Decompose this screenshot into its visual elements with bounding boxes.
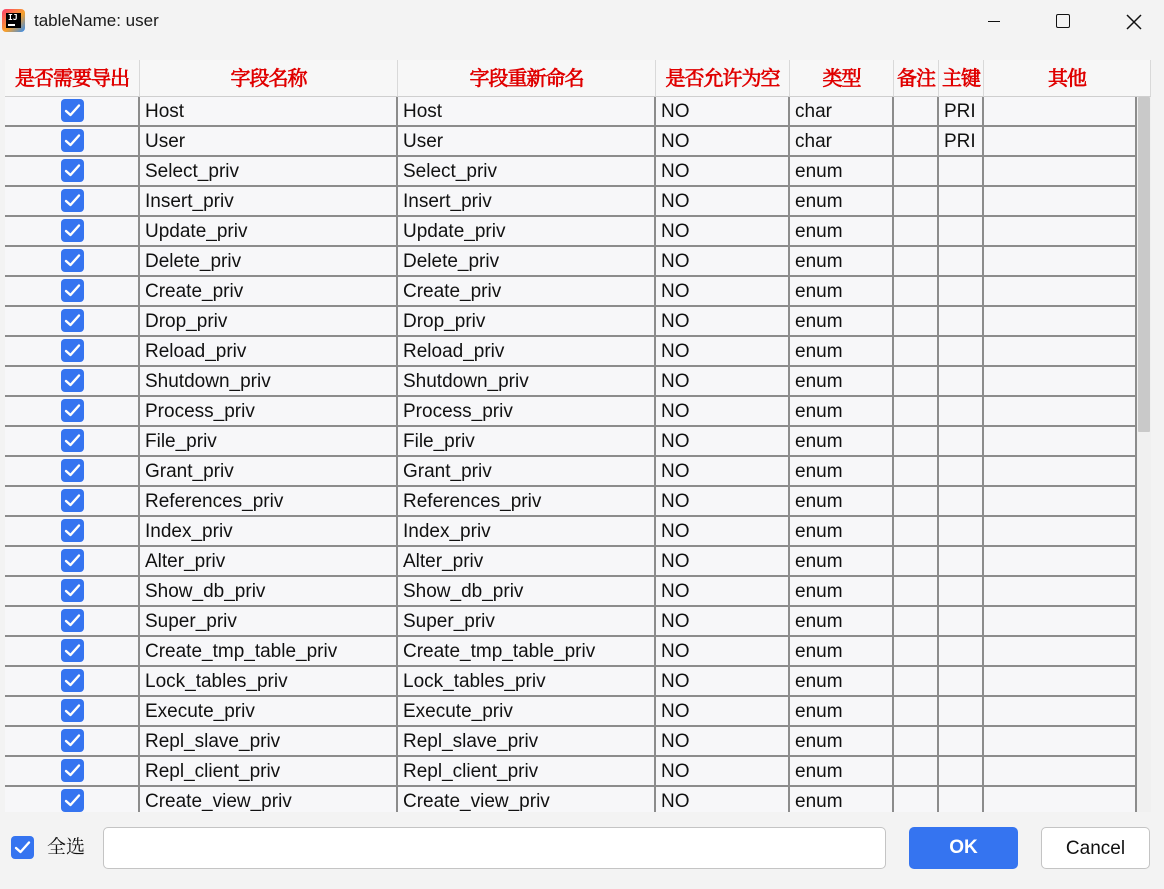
export-cell [5,547,140,575]
comment-cell[interactable] [894,577,939,605]
nullable-cell[interactable]: NO [656,487,790,515]
other-cell[interactable] [984,427,1137,455]
intellij-app-icon: IJ [2,9,25,32]
export-cell [5,637,140,665]
column-header-field-name[interactable]: 字段名称 [140,60,398,97]
other-cell[interactable] [984,97,1137,125]
field-name-cell[interactable]: Index_priv [140,517,398,545]
table-row[interactable] [5,97,1137,127]
table-row[interactable] [5,427,1137,457]
checkmark-icon [64,733,81,748]
rename-cell[interactable]: Delete_priv [398,247,656,275]
rename-cell[interactable]: Lock_tables_priv [398,667,656,695]
field-name-cell[interactable]: Lock_tables_priv [140,667,398,695]
export-checkbox[interactable] [61,129,84,152]
column-header-type[interactable]: 类型 [790,60,894,97]
field-name-cell[interactable]: Delete_priv [140,247,398,275]
type-cell[interactable]: enum [790,517,894,545]
table-row[interactable] [5,757,1137,787]
maximize-icon [1056,14,1070,28]
type-cell[interactable]: enum [790,757,894,785]
type-cell[interactable]: enum [790,337,894,365]
primary-key-cell[interactable]: PRI [939,97,984,125]
nullable-cell[interactable]: NO [656,787,790,812]
comment-cell[interactable] [894,607,939,635]
table-row[interactable] [5,577,1137,607]
maximize-button[interactable] [1040,0,1086,44]
other-cell[interactable] [984,217,1137,245]
export-checkbox[interactable] [61,699,84,722]
export-cell [5,727,140,755]
checkmark-icon [64,223,81,238]
other-cell[interactable] [984,757,1137,785]
other-cell[interactable] [984,277,1137,305]
rename-cell[interactable]: Repl_slave_priv [398,727,656,755]
table-row[interactable] [5,727,1137,757]
field-name-cell[interactable]: Repl_client_priv [140,757,398,785]
nullable-cell[interactable]: NO [656,607,790,635]
primary-key-cell[interactable] [939,637,984,665]
checkmark-icon [14,840,31,855]
export-cell [5,697,140,725]
primary-key-cell[interactable] [939,697,984,725]
primary-key-cell[interactable] [939,157,984,185]
export-cell [5,757,140,785]
rename-cell[interactable]: Create_priv [398,277,656,305]
type-cell[interactable]: enum [790,547,894,575]
nullable-cell[interactable]: NO [656,157,790,185]
export-checkbox[interactable] [61,219,84,242]
comment-cell[interactable] [894,277,939,305]
export-checkbox[interactable] [61,549,84,572]
export-checkbox[interactable] [61,609,84,632]
other-cell[interactable] [984,487,1137,515]
comment-cell[interactable] [894,517,939,545]
nullable-cell[interactable]: NO [656,757,790,785]
type-cell[interactable]: enum [790,637,894,665]
table-row[interactable] [5,457,1137,487]
table-row[interactable] [5,157,1137,187]
export-checkbox[interactable] [61,189,84,212]
nullable-cell[interactable]: NO [656,397,790,425]
other-cell[interactable] [984,667,1137,695]
other-cell[interactable] [984,517,1137,545]
type-cell[interactable]: enum [790,157,894,185]
primary-key-cell[interactable] [939,607,984,635]
rename-cell[interactable]: Repl_client_priv [398,757,656,785]
table-row[interactable] [5,367,1137,397]
field-name-cell[interactable]: Drop_priv [140,307,398,335]
field-name-cell[interactable]: Show_db_priv [140,577,398,605]
export-checkbox[interactable] [61,519,84,542]
export-cell [5,487,140,515]
type-cell[interactable]: enum [790,217,894,245]
field-name-cell[interactable]: Alter_priv [140,547,398,575]
comment-cell[interactable] [894,637,939,665]
checkmark-icon [64,283,81,298]
field-name-cell[interactable]: Create_tmp_table_priv [140,637,398,665]
primary-key-cell[interactable] [939,337,984,365]
table-header [5,60,1151,97]
comment-cell[interactable] [894,457,939,485]
table-row[interactable] [5,607,1137,637]
nullable-cell[interactable]: NO [656,97,790,125]
comment-cell[interactable] [894,367,939,395]
comment-cell[interactable] [894,697,939,725]
field-name-cell[interactable]: References_priv [140,487,398,515]
export-cell [5,157,140,185]
field-name-cell[interactable]: Create_view_priv [140,787,398,812]
table-row[interactable] [5,667,1137,697]
other-cell[interactable] [984,337,1137,365]
rename-cell[interactable]: Drop_priv [398,307,656,335]
window-title: tableName: user [34,11,159,30]
field-name-cell[interactable]: User [140,127,398,155]
nullable-cell[interactable]: NO [656,517,790,545]
table-row[interactable] [5,127,1137,157]
comment-cell[interactable] [894,157,939,185]
table-row[interactable] [5,517,1137,547]
comment-cell[interactable] [894,547,939,575]
rename-cell[interactable]: User [398,127,656,155]
other-cell[interactable] [984,307,1137,335]
export-cell [5,217,140,245]
rename-cell[interactable]: Update_priv [398,217,656,245]
field-name-cell[interactable]: Select_priv [140,157,398,185]
other-cell[interactable] [984,697,1137,725]
export-cell [5,97,140,125]
primary-key-cell[interactable] [939,457,984,485]
type-cell[interactable]: enum [790,187,894,215]
comment-cell[interactable] [894,337,939,365]
checkmark-icon [64,643,81,658]
table-row[interactable] [5,277,1137,307]
checkmark-icon [64,103,81,118]
field-name-cell[interactable]: Reload_priv [140,337,398,365]
checkmark-icon [64,703,81,718]
comment-cell[interactable] [894,127,939,155]
primary-key-cell[interactable] [939,397,984,425]
checkmark-icon [64,493,81,508]
table-row[interactable] [5,697,1137,727]
nullable-cell[interactable]: NO [656,367,790,395]
rename-cell[interactable]: Insert_priv [398,187,656,215]
type-cell[interactable]: enum [790,277,894,305]
table-row[interactable] [5,307,1137,337]
checkmark-icon [64,163,81,178]
column-header-other[interactable]: 其他 [984,60,1151,97]
field-name-cell[interactable]: Grant_priv [140,457,398,485]
filter-input[interactable] [103,827,886,869]
field-name-cell[interactable]: Execute_priv [140,697,398,725]
checkmark-icon [64,343,81,358]
checkmark-icon [64,673,81,688]
other-cell[interactable] [984,397,1137,425]
type-cell[interactable]: enum [790,577,894,605]
checkmark-icon [64,583,81,598]
close-icon [1126,14,1142,30]
type-cell[interactable]: enum [790,457,894,485]
rename-cell[interactable]: File_priv [398,427,656,455]
primary-key-cell[interactable] [939,787,984,812]
rename-cell[interactable]: Alter_priv [398,547,656,575]
rename-cell[interactable]: Show_db_priv [398,577,656,605]
rename-cell[interactable]: Reload_priv [398,337,656,365]
nullable-cell[interactable]: NO [656,697,790,725]
other-cell[interactable] [984,547,1137,575]
export-checkbox[interactable] [61,399,84,422]
minimize-button[interactable] [970,0,1016,44]
other-cell[interactable] [984,127,1137,155]
field-name-cell[interactable]: Super_priv [140,607,398,635]
primary-key-cell[interactable] [939,217,984,245]
table-row[interactable] [5,217,1137,247]
type-cell[interactable]: enum [790,427,894,455]
export-checkbox[interactable] [61,369,84,392]
nullable-cell[interactable]: NO [656,337,790,365]
other-cell[interactable] [984,247,1137,275]
table-row[interactable] [5,397,1137,427]
comment-cell[interactable] [894,217,939,245]
rename-cell[interactable]: Select_priv [398,157,656,185]
scrollbar-thumb[interactable] [1138,97,1150,432]
primary-key-cell[interactable] [939,277,984,305]
type-cell[interactable]: enum [790,367,894,395]
export-cell [5,337,140,365]
export-cell [5,667,140,695]
fields-table [5,60,1151,812]
field-name-cell[interactable]: File_priv [140,427,398,455]
export-cell [5,397,140,425]
comment-cell[interactable] [894,187,939,215]
column-header-export[interactable]: 是否需要导出 [5,60,140,97]
primary-key-cell[interactable] [939,487,984,515]
export-checkbox[interactable] [61,489,84,512]
table-row[interactable] [5,187,1137,217]
table-row[interactable] [5,247,1137,277]
column-header-rename[interactable]: 字段重新命名 [398,60,656,97]
export-checkbox[interactable] [61,639,84,662]
rename-cell[interactable]: Host [398,97,656,125]
nullable-cell[interactable]: NO [656,547,790,575]
type-cell[interactable]: enum [790,307,894,335]
title-bar [0,0,1164,44]
column-header-nullable[interactable]: 是否允许为空 [656,60,790,97]
comment-cell[interactable] [894,97,939,125]
table-body [5,97,1137,812]
field-name-cell[interactable]: Repl_slave_priv [140,727,398,755]
other-cell[interactable] [984,787,1137,812]
type-cell[interactable]: char [790,97,894,125]
comment-cell[interactable] [894,787,939,812]
primary-key-cell[interactable] [939,517,984,545]
comment-cell[interactable] [894,757,939,785]
ok-button[interactable]: OK [909,827,1018,869]
type-cell[interactable]: enum [790,697,894,725]
export-cell [5,607,140,635]
export-checkbox[interactable] [61,579,84,602]
field-name-cell[interactable]: Update_priv [140,217,398,245]
primary-key-cell[interactable] [939,367,984,395]
nullable-cell[interactable]: NO [656,247,790,275]
checkmark-icon [64,373,81,388]
comment-cell[interactable] [894,307,939,335]
checkmark-icon [64,793,81,808]
checkmark-icon [64,433,81,448]
type-cell[interactable]: enum [790,727,894,755]
checkmark-icon [64,613,81,628]
nullable-cell[interactable]: NO [656,277,790,305]
type-cell[interactable]: enum [790,487,894,515]
export-cell [5,457,140,485]
export-checkbox[interactable] [61,99,84,122]
other-cell[interactable] [984,727,1137,755]
select-all-checkbox[interactable] [11,836,34,859]
comment-cell[interactable] [894,247,939,275]
export-checkbox[interactable] [61,459,84,482]
rename-cell[interactable]: References_priv [398,487,656,515]
field-name-cell[interactable]: Shutdown_priv [140,367,398,395]
export-checkbox[interactable] [61,279,84,302]
nullable-cell[interactable]: NO [656,727,790,755]
rename-cell[interactable]: Process_priv [398,397,656,425]
minimize-icon [988,21,1000,22]
export-cell [5,367,140,395]
type-cell[interactable]: enum [790,787,894,812]
export-cell [5,187,140,215]
primary-key-cell[interactable] [939,727,984,755]
comment-cell[interactable] [894,397,939,425]
export-checkbox[interactable] [61,249,84,272]
other-cell[interactable] [984,457,1137,485]
column-header-comment[interactable]: 备注 [894,60,939,97]
primary-key-cell[interactable] [939,247,984,275]
primary-key-cell[interactable] [939,667,984,695]
primary-key-cell[interactable] [939,577,984,605]
nullable-cell[interactable]: NO [656,637,790,665]
field-name-cell[interactable]: Host [140,97,398,125]
primary-key-cell[interactable] [939,187,984,215]
rename-cell[interactable]: Grant_priv [398,457,656,485]
export-cell [5,247,140,275]
other-cell[interactable] [984,367,1137,395]
field-name-cell[interactable]: Process_priv [140,397,398,425]
checkmark-icon [64,523,81,538]
comment-cell[interactable] [894,427,939,455]
close-button[interactable] [1110,0,1156,44]
export-checkbox[interactable] [61,729,84,752]
export-cell [5,427,140,455]
nullable-cell[interactable]: NO [656,577,790,605]
export-checkbox[interactable] [61,429,84,452]
table-row[interactable] [5,787,1137,812]
checkmark-icon [64,763,81,778]
export-checkbox[interactable] [61,159,84,182]
checkmark-icon [64,313,81,328]
type-cell[interactable]: enum [790,667,894,695]
export-cell [5,307,140,335]
vertical-scrollbar[interactable] [1137,97,1151,812]
table-row[interactable] [5,487,1137,517]
field-name-cell[interactable]: Create_priv [140,277,398,305]
nullable-cell[interactable]: NO [656,187,790,215]
comment-cell[interactable] [894,487,939,515]
primary-key-cell[interactable] [939,547,984,575]
nullable-cell[interactable]: NO [656,127,790,155]
nullable-cell[interactable]: NO [656,217,790,245]
rename-cell[interactable]: Index_priv [398,517,656,545]
checkmark-icon [64,193,81,208]
other-cell[interactable] [984,577,1137,605]
rename-cell[interactable]: Create_view_priv [398,787,656,812]
type-cell[interactable]: enum [790,247,894,275]
nullable-cell[interactable]: NO [656,457,790,485]
rename-cell[interactable]: Shutdown_priv [398,367,656,395]
rename-cell[interactable]: Super_priv [398,607,656,635]
column-header-primary-key[interactable]: 主键 [939,60,984,97]
comment-cell[interactable] [894,727,939,755]
select-all-label: 全选 [47,836,86,858]
checkmark-icon [64,463,81,478]
export-checkbox[interactable] [61,669,84,692]
table-row[interactable] [5,547,1137,577]
primary-key-cell[interactable] [939,307,984,335]
export-checkbox[interactable] [61,789,84,812]
export-checkbox[interactable] [61,339,84,362]
checkmark-icon [64,553,81,568]
checkmark-icon [64,253,81,268]
export-checkbox[interactable] [61,309,84,332]
checkmark-icon [64,403,81,418]
primary-key-cell[interactable] [939,427,984,455]
type-cell[interactable]: enum [790,607,894,635]
export-cell [5,787,140,812]
rename-cell[interactable]: Execute_priv [398,697,656,725]
other-cell[interactable] [984,607,1137,635]
comment-cell[interactable] [894,667,939,695]
checkmark-icon [64,133,81,148]
export-cell [5,277,140,305]
table-row[interactable] [5,337,1137,367]
other-cell[interactable] [984,157,1137,185]
field-name-cell[interactable]: Insert_priv [140,187,398,215]
primary-key-cell[interactable] [939,757,984,785]
primary-key-cell[interactable]: PRI [939,127,984,155]
cancel-button[interactable]: Cancel [1041,827,1150,869]
table-row[interactable] [5,637,1137,667]
nullable-cell[interactable]: NO [656,307,790,335]
nullable-cell[interactable]: NO [656,427,790,455]
export-cell [5,127,140,155]
other-cell[interactable] [984,187,1137,215]
export-cell [5,517,140,545]
type-cell[interactable]: char [790,127,894,155]
nullable-cell[interactable]: NO [656,667,790,695]
other-cell[interactable] [984,637,1137,665]
export-cell [5,577,140,605]
export-checkbox[interactable] [61,759,84,782]
type-cell[interactable]: enum [790,397,894,425]
rename-cell[interactable]: Create_tmp_table_priv [398,637,656,665]
